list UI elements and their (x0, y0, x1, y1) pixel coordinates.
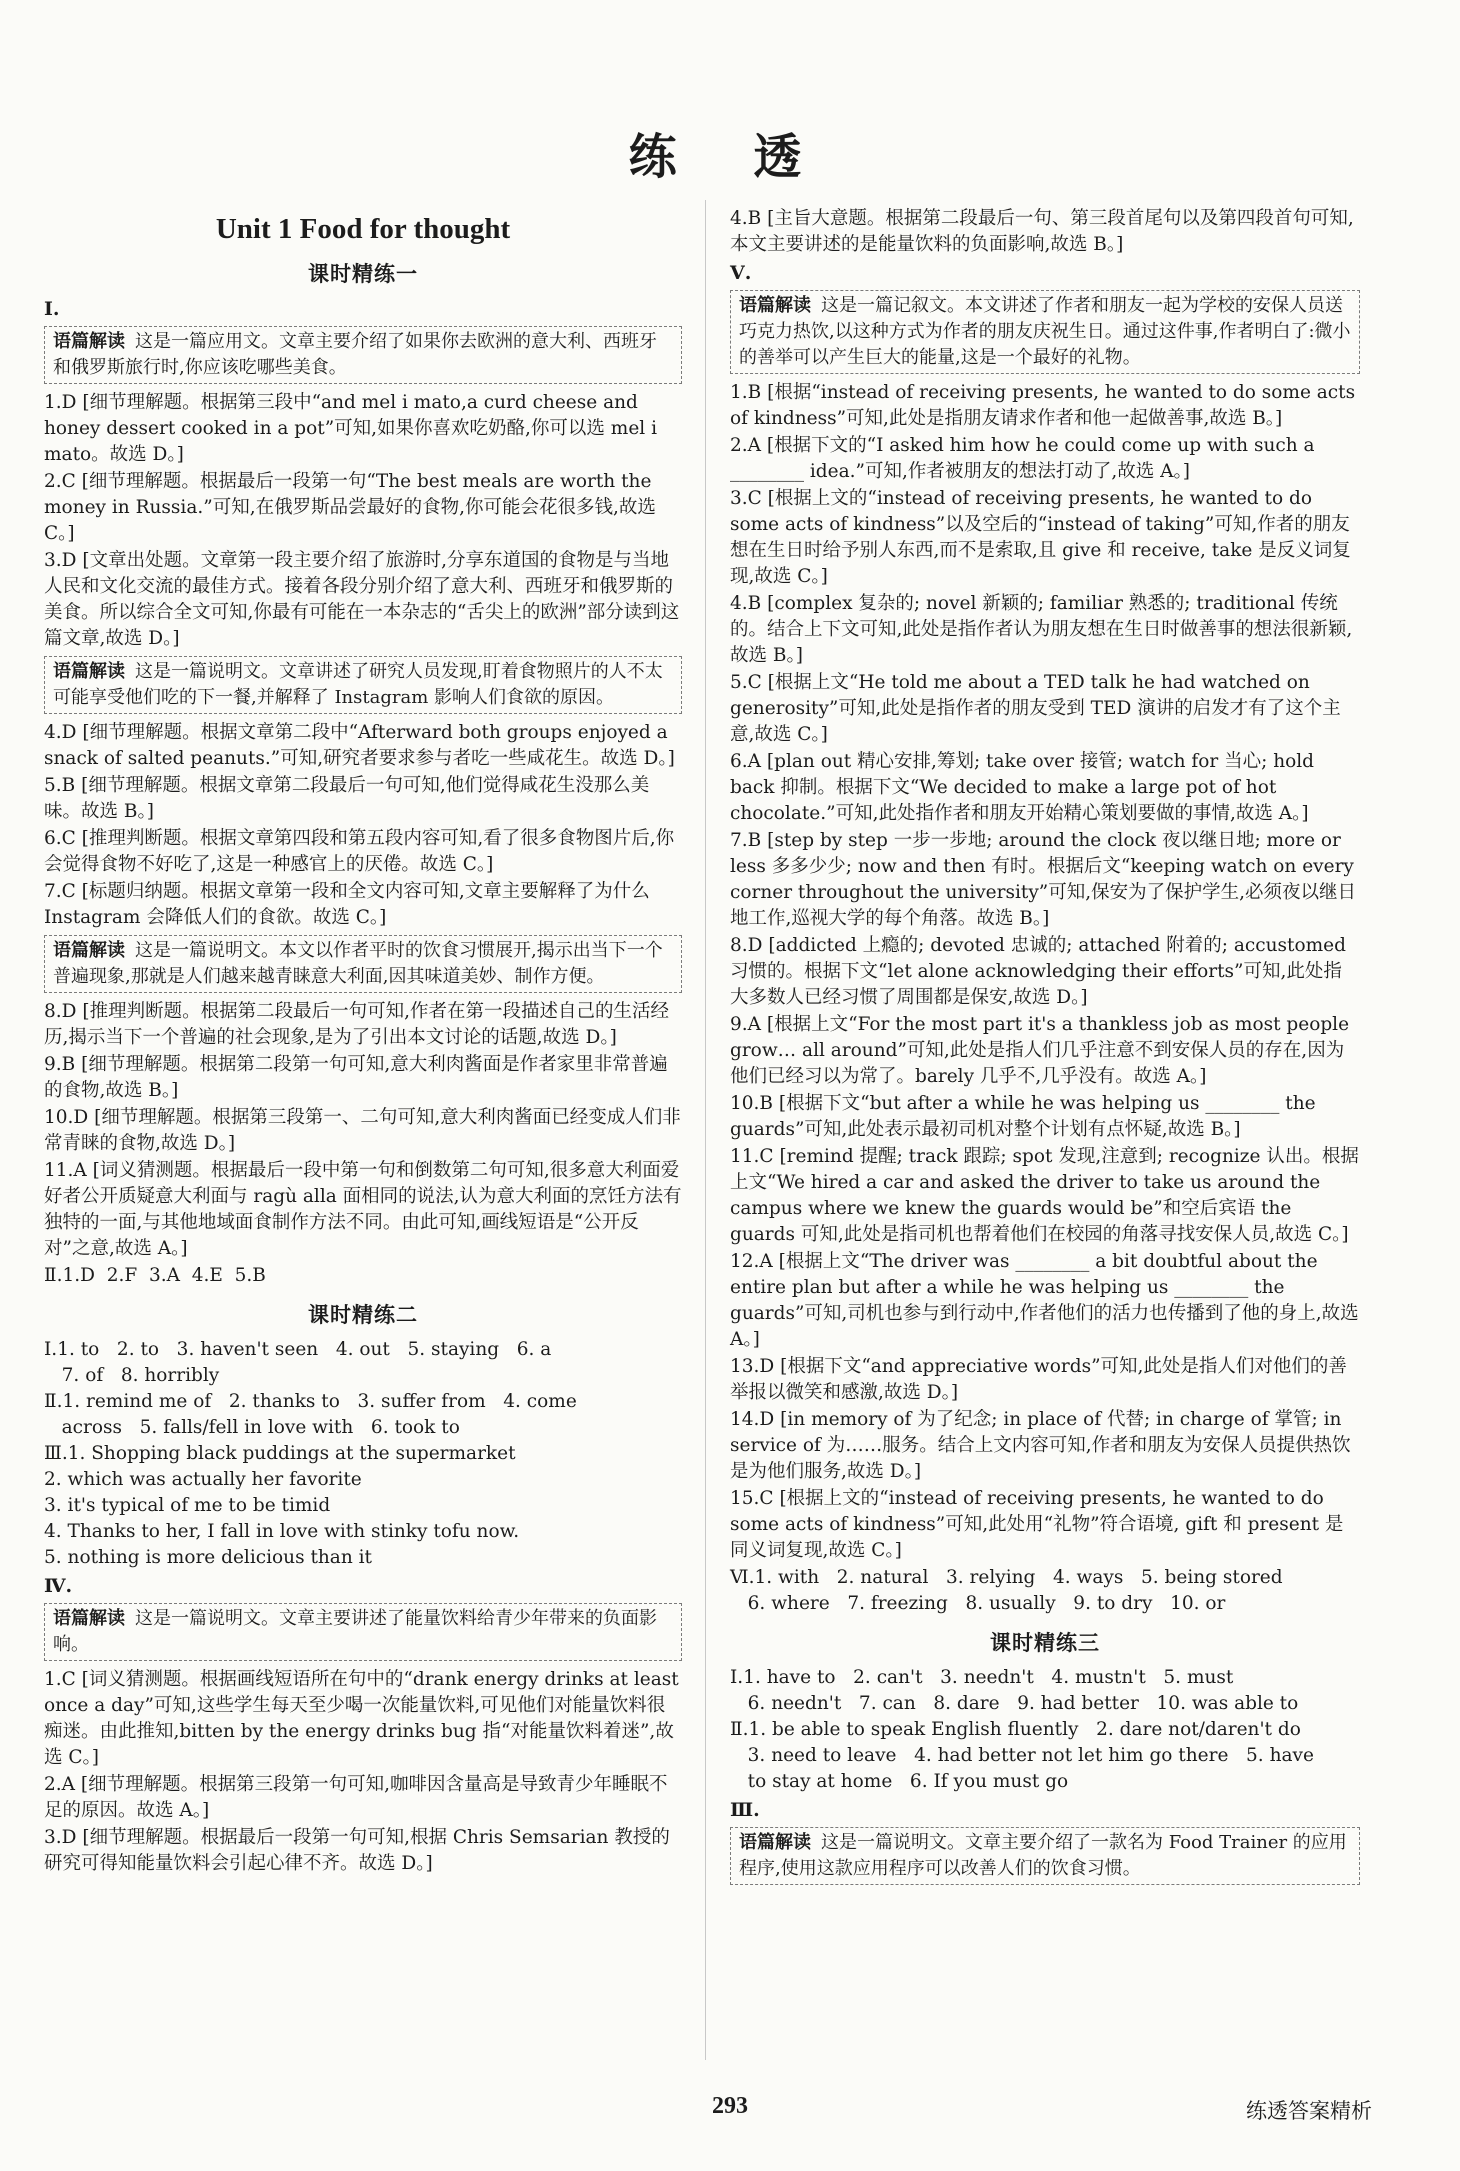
part-heading: Ⅰ. (44, 298, 60, 320)
part-heading: Ⅲ. (730, 1799, 760, 1821)
passage-summary-text: 这是一篇记叙文。本文讲述了作者和朋友一起为学校的安保人员送巧克力热饮,以这种方式为作者的朋友庆祝生日。通过这件事,作者明白了:微小的善举可以产生巨大的能量,这是一个最好的礼物。 (739, 295, 1351, 368)
answer-explanation: 2.A [根据下文的“I asked him how he could come up with such a ________ idea.”可知,作者被朋友的想法打动了,故选 A。] (730, 435, 1315, 482)
answer-explanation: 4.D [细节理解题。根据文章第二段中“Afterward both groups enjoyed a snack of salted peanuts.”可知,研究者要求参与者吃一些咸花生。故选 D。] (44, 722, 675, 769)
answer-explanation: 7.B [step by step 一步一步地; around the clock 夜以继日地; more or less 多多少少; now and then 有时。根据后文“keeping watch on every corner throughout the university”可知,保安为了保护学生,必须夜以继日地工作,巡视大学的每个角落。故选 B。] (730, 830, 1356, 929)
passage-summary-tag: 语篇解读 (53, 1608, 125, 1629)
passage-summary-box (44, 656, 682, 714)
part-heading: Ⅴ. (730, 262, 752, 284)
section-title: 课时精练三 (990, 1631, 1100, 1655)
passage-summary-box (44, 326, 682, 384)
answer-line: Ⅰ.1. to 2. to 3. haven't seen 4. out 5. staying 6. a 7. of 8. horribly (44, 1339, 552, 1386)
answer-line: 3. it's typical of me to be timid (44, 1495, 331, 1516)
answer-line: Ⅱ.1.D 2.F 3.A 4.E 5.B (44, 1265, 266, 1286)
passage-summary-box (730, 290, 1360, 374)
answer-explanation: 9.A [根据上文“For the most part it's a thankless job as most people grow… all around”可知,此处是指人们几乎注意不到安保人员的存在,因为他们已经习以为常了。barely 几乎不,几乎没有。故选 A。] (730, 1014, 1350, 1087)
answer-explanation: 10.D [细节理解题。根据第三段第一、二句可知,意大利肉酱面已经变成人们非常青睐的食物,故选 D。] (44, 1107, 681, 1154)
answer-explanation: 8.D [addicted 上瘾的; devoted 忠诚的; attached 附着的; accustomed 习惯的。根据下文“let alone acknowledging their efforts”可知,此处指大多数人已经习惯了周围都是保安,故选 D。] (730, 935, 1346, 1008)
passage-summary-tag: 语篇解读 (53, 331, 125, 352)
column-divider (705, 200, 706, 2060)
answer-explanation: 14.D [in memory of 为了纪念; in place of 代替; in charge of 掌管; in service of 为……服务。结合上文内容可知,作者和朋友为安保人员提供热饮是为他们服务,故选 D。] (730, 1409, 1351, 1482)
passage-summary-tag: 语篇解读 (739, 295, 811, 316)
answer-explanation: 1.B [根据“instead of receiving presents, he wanted to do some acts of kindness”可知,此处是指朋友请求作者和他一起做善事,故选 B。] (730, 382, 1356, 429)
answer-explanation: 4.B [complex 复杂的; novel 新颖的; familiar 熟悉的; traditional 传统的。结合上下文可知,此处是指作者认为朋友想在生日时做善事的想法很新颖,故选 B。] (730, 593, 1353, 666)
passage-summary-text: 这是一篇说明文。文章主要讲述了能量饮料给青少年带来的负面影响。 (53, 1608, 657, 1655)
answer-explanation: 11.A [词义猜测题。根据最后一段中第一句和倒数第二句可知,很多意大利面爱好者公开质疑意大利面与 ragù alla 面相同的说法,认为意大利面的烹饪方法有独特的一面,与其他地域面食制作方法不同。由此可知,画线短语是“公开反对”之意,故选 A。] (44, 1160, 682, 1259)
answer-explanation: 2.C [细节理解题。根据最后一段第一句“The best meals are worth the money in Russia.”可知,在俄罗斯品尝最好的食物,你可能会花很多钱,故选 C。] (44, 471, 656, 544)
passage-summary-tag: 语篇解读 (53, 940, 125, 961)
answer-line: Ⅱ.1. remind me of 2. thanks to 3. suffer from 4. come across 5. falls/fell in love with 6. took to (44, 1391, 577, 1438)
passage-summary-box (44, 1603, 682, 1661)
passage-summary-tag: 语篇解读 (739, 1832, 811, 1853)
answer-explanation: 7.C [标题归纳题。根据文章第一段和全文内容可知,文章主要解释了为什么 Instagram 会降低人们的食欲。故选 C。] (44, 881, 650, 928)
answer-explanation: 3.C [根据上文的“instead of receiving presents, he wanted to do some acts of kindness”以及空后的“instead of taking”可知,作者的朋友想在生日时给予别人东西,而不是索取,且 give 和 receive, take 是反义词复现,故选 C。] (730, 488, 1351, 587)
page-title: 练 透 (628, 129, 832, 185)
passage-summary-box (730, 1827, 1360, 1885)
answer-line: Ⅰ.1. have to 2. can't 3. needn't 4. mustn't 5. must 6. needn't 7. can 8. dare 9. had better 10. was able to (730, 1667, 1299, 1714)
right-content (730, 206, 1360, 1885)
passage-summary-box (44, 935, 682, 993)
footer-label: 练透答案精析 (1246, 2099, 1372, 2123)
answer-explanation: 12.A [根据上文“The driver was ________ a bit doubtful about the entire plan but after a while he was helping us ________ the guards”可知,司机也参与到行动中,作者他们的活力也传播到了他的身上,故选 A。] (730, 1251, 1359, 1350)
section-title: 课时精练二 (308, 1303, 418, 1327)
answer-explanation: 15.C [根据上文的“instead of receiving presents, he wanted to do some acts of kindness”可知,此处用“礼物”符合语境, gift 和 present 是同义词复现,故选 C。] (730, 1488, 1344, 1561)
answer-explanation: 9.B [细节理解题。根据第二段第一句可知,意大利肉酱面是作者家里非常普遍的食物,故选 B。] (44, 1054, 668, 1101)
passage-summary-text: 这是一篇应用文。文章主要介绍了如果你去欧洲的意大利、西班牙和俄罗斯旅行时,你应该吃哪些美食。 (53, 331, 657, 378)
right-column (730, 205, 1360, 1891)
answer-line: Ⅲ.1. Shopping black puddings at the supermarket (44, 1443, 516, 1464)
answer-explanation: 2.A [细节理解题。根据第三段第一句可知,咖啡因含量高是导致青少年睡眠不足的原因。故选 A。] (44, 1774, 668, 1821)
passage-summary-tag: 语篇解读 (53, 661, 125, 682)
answer-explanation: 6.C [推理判断题。根据文章第四段和第五段内容可知,看了很多食物图片后,你会觉得食物不好吃了,这是一种感官上的厌倦。故选 C。] (44, 828, 675, 875)
answer-explanation: 6.A [plan out 精心安排,筹划; take over 接管; watch for 当心; hold back 抑制。根据下文“We decided to make a large pot of hot chocolate.”可知,此处指作者和朋友开始精心策划要做的事情,故选 A。] (730, 751, 1315, 824)
answer-explanation: 11.C [remind 提醒; track 跟踪; spot 发现,注意到; recognize 认出。根据上文“We hired a car and asked the driver to take us around the campus where we knew the guards would be”和空后宾语 the guards 可知,此处是指司机也帮着他们在校园的角落寻找安保人员,故选 C。] (730, 1146, 1359, 1245)
answer-explanation: 5.C [根据上文“He told me about a TED talk he had watched on generosity”可知,此处是指作者的朋友受到 TED 演讲的启发才有了这个主意,故选 C。] (730, 672, 1341, 745)
answer-explanation: 1.C [词义猜测题。根据画线短语所在句中的“drank energy drinks at least once a day”可知,这些学生每天至少喝一次能量饮料,可见他们对能量饮料很痴迷。由此推知,bitten by the energy drinks bug 指“对能量饮料着迷”,故选 C。] (44, 1669, 679, 1768)
answer-line: Ⅱ.1. be able to speak English fluently 2. dare not/daren't do 3. need to leave 4. had better not let him go there 5. have to stay at home 6. If you must go (730, 1719, 1314, 1792)
passage-summary-text: 这是一篇说明文。文章主要介绍了一款名为 Food Trainer 的应用程序,使用这款应用程序可以改善人们的饮食习惯。 (739, 1832, 1347, 1879)
page-number: 293 (712, 2093, 748, 2119)
left-content (44, 258, 682, 1877)
answer-line: 4. Thanks to her, I fall in love with stinky tofu now. (44, 1521, 520, 1542)
passage-summary-text: 这是一篇说明文。本文以作者平时的饮食习惯展开,揭示出当下一个普遍现象,那就是人们越来越青睐意大利面,因其味道美妙、制作方便。 (53, 940, 663, 987)
passage-summary-text: 这是一篇说明文。文章讲述了研究人员发现,盯着食物照片的人不太可能享受他们吃的下一餐,并解释了 Instagram 影响人们食欲的原因。 (53, 661, 663, 708)
answer-explanation: 13.D [根据下文“and appreciative words”可知,此处是指人们对他们的善举报以微笑和感激,故选 D。] (730, 1356, 1347, 1403)
unit-title: Unit 1 Food for thought (215, 213, 511, 245)
answer-line: 2. which was actually her favorite (44, 1469, 362, 1490)
answer-explanation: 5.B [细节理解题。根据文章第二段最后一句可知,他们觉得咸花生没那么美味。故选 B。] (44, 775, 650, 822)
answer-explanation: 8.D [推理判断题。根据第二段最后一句可知,作者在第一段描述自己的生活经历,揭示当下一个普遍的社会现象,是为了引出本文讨论的话题,故选 D。] (44, 1001, 669, 1048)
answer-explanation: 10.B [根据下文“but after a while he was helping us ________ the guards”可知,此处表示最初司机对整个计划有点怀疑,故选 B。] (730, 1093, 1316, 1140)
answer-explanation: 4.B [主旨大意题。根据第二段最后一句、第三段首尾句以及第四段首句可知,本文主要讲述的是能量饮料的负面影响,故选 B。] (730, 208, 1354, 255)
answer-explanation: 1.D [细节理解题。根据第三段中“and mel i mato,a curd cheese and honey dessert cooked in a pot”可知,如果你喜欢吃奶酪,你可以选 mel i mato。故选 D。] (44, 392, 657, 465)
answer-explanation: 3.D [文章出处题。文章第一段主要介绍了旅游时,分享东道国的食物是与当地人民和文化交流的最佳方式。接着各段分别介绍了意大利、西班牙和俄罗斯的美食。所以综合全文可知,你最有可能在一本杂志的“舌尖上的欧洲”部分读到这篇文章,故选 D。] (44, 550, 680, 649)
answer-line: 5. nothing is more delicious than it (44, 1547, 372, 1568)
part-heading: Ⅳ. (44, 1575, 73, 1597)
answer-line: Ⅵ.1. with 2. natural 3. relying 4. ways 5. being stored 6. where 7. freezing 8. usually 9. to dry 10. or (730, 1567, 1283, 1614)
answer-explanation: 3.D [细节理解题。根据最后一段第一句可知,根据 Chris Semsarian 教授的研究可得知能量饮料会引起心律不齐。故选 D。] (44, 1827, 670, 1874)
section-title: 课时精练一 (308, 262, 418, 286)
left-column (44, 205, 682, 1878)
